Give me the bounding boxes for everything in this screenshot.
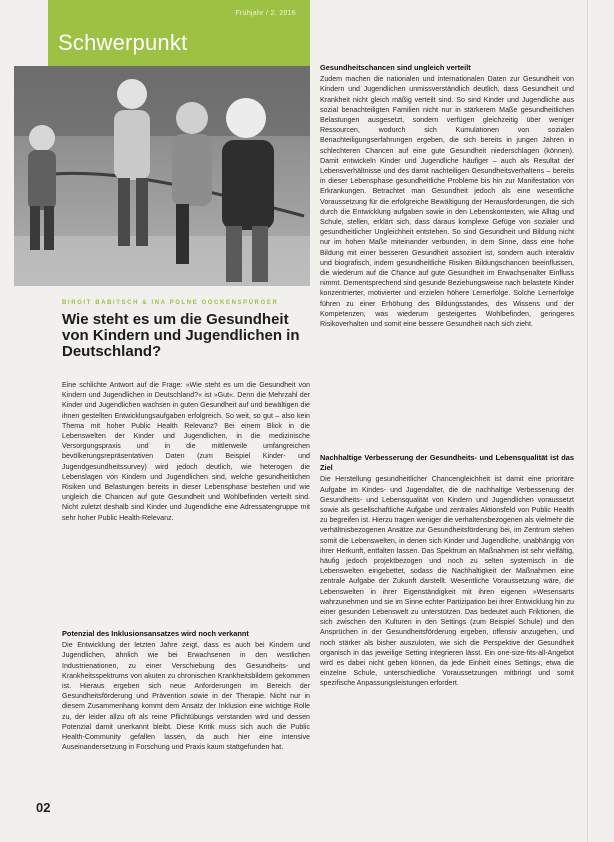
article-headline: Wie steht es um die Gesundheit von Kindern und Jugendlichen in Deutschland? [62,311,300,360]
right-column-top [320,60,574,444]
section-heading-inklusion: Potenzial des Inklusionsansatzes wird noch verkannt [62,629,249,638]
section-text-inklusion: Die Entwicklung der letzten Jahre zeigt, dass es auch bei Kindern und Jugendlichen, ähnlich wie bei Erwachsenen in den westlichen Industrienationen, zu einer Verschiebung des Gesundheits- und Krankheitsspektrums von akuten zu chronischen Krankheitsbildern gekommen ist. Hieraus ergeben sich neue Anforderungen im Bereich der Gesundheitsförderung und Prävention sowie in der Therapie. Nicht nur in diesem Zusammenhang kommt dem Ansatz der Inklusion eine wichtige Rolle zu, der leider allzu oft als reine Pflichtübungs verstanden wird und dessen Potenzial damit unerkannt bleibt. Diese Kritik muss sich auch die Public Health-Community gefallen lassen, da auch hier eine intensive Auseinandersetzung in Forschung und Praxis kaum stattgefunden hat. [62,641,310,752]
issue-label: Frühjahr / 2. 2016 [235,10,296,17]
left-column-bottom [62,626,310,796]
section-text-nachhaltigkeit: Die Herstellung gesundheitlicher Chancengleichheit ist damit eine prioritäre Aufgabe im Kindes- und Jugendalter, die die nachhaltige Verbesserung der Gesundheits- und Lebensqualität von Kindern und Jugendlichen voraussetzt sowie als gesellschaftliche Aufgabe und zentrales Aktionsfeld von Public Health zu begreifen ist. Hierzu tragen weniger die verhaltensbezogenen als vielmehr die verhältnisbezogenen Ansätze zur Gesundheitsförderung bei, im Zentrum stehen somit die Lebenswelten, in denen sich Kinder und Jugendliche, unabhängig von ihrer Herkunft, entfalten lassen. Das Spektrum an Maßnahmen ist sehr vielfältig, häufig jedoch projektbezogen und noch zu selten systemisch in die Lebenswelten eingebettet, sodass die Nachhaltigkeit der Maßnahmen eine zentrale Aufgabe der Zukunft darstellt. Wesentliche Voraussetzung wäre, die Lebenswelten in ihrer Eigenständigkeit mit ihren eigenen »Wesensarts wahrzunehmen und sie im Sinne echter Partizipation bei ihrer Entwicklung hin zu einer gesunden Lebenswelt zu unterstützen. Das bedeutet auch Friktionen, die sich zwischen den Kulturen in den Settings (zum Beispiel Schule) und den Ansprüchen in der Gesundheitsförderung ergeben, offensiv anzugehen, und noch stärker als bisher auszuloten, wie sich die Perspektive der Gesundheit organisch in das jeweilige Setting integrieren lässt. Ein one-size-fits-all-Angebot wird es dabei nicht geben können, da jede Einheit eines Settings, etwa die einzelne Schule, unterschiedliche Voraussetzungen mitbringt und somit spezifische Anpassungsleistungen erfordert. [320,475,574,688]
right-column-bottom [320,450,574,810]
article-authors: BIRGIT BABITSCH & INA POLNE GOCKENSPÜRGER [62,300,279,306]
children-tug-of-war-photo [14,66,310,286]
page-edge-divider [587,0,588,842]
section-header-band [48,0,310,66]
left-column-top [62,380,310,612]
intro-paragraph: Eine schlichte Antwort auf die Frage: »Wie steht es um die Gesundheit von Kindern und Jugendlichen in Deutschland?« ist »Gut«. Denn die Mehrzahl der Kinder und Jugendlichen wachsen in guten Gesundheit auf und bewältigen die ihnen gestellten Entwicklungsaufgaben erfolgreich. So weit, so gut – also kein Thema mit hoher Public Health Relevanz? Bei einem Blick in die Lebenswelten der Kinder und Jugendlichen, in die medizinische Versorgungspraxis und in die mittlerweile umfangreichen bevölkerungsrepräsentativen Daten (zum Beispiel Kinder- und Jugendgesundheitssurvey) wird jedoch deutlich, wie heterogen die Lebenslagen von Kindern und Jugendlichen sind, welche gesundheitlichen Risiken und Belastungen bereits in dieser Lebensphase bestehen und wie ungleich die Chancen auf gute Gesundheit und Wohlbefinden verteilt sind. Nicht zuletzt deshalb sind Kinder und Jugendliche eine Adressatengruppe mit sehr hoher Public Health-Relevanz. [62,381,310,522]
section-title: Schwerpunkt [58,30,188,55]
page-number: 02 [36,800,51,815]
section-text-chancen: Zudem machen die nationalen und internationalen Daten zur Gesundheit von Kindern und Jugendlichen unmissverständlich deutlich, dass Gesundheit und Krankheit nicht gleich mäßig verteilt sind. So sind Kinder und Jugendliche aus sozial benachteiligten Familien nicht nur in stärkerem Maße gesundheitlichen Belastungen ausgesetzt, sondern verfügen gleichzeitig über weniger Ressourcen, wodurch sich Kumulationen von sozialen Benachteiligungserfahrungen ergeben, die sich bereits in jungen Jahren in schlechteren Chancen auf eine gute Gesundheit niederschlagen (können). Damit entwickeln Kinder und Jugendliche häufiger – auch als Resultat der Lebensverhältnisse und des damit nachteiligen Gesundheitsverhaltens – bereits in dieser Lebensphase gesundheitliche Probleme bis hin zur Manifestation von Erkrankungen. Betrachtet man Gesundheit jedoch als eine wesentliche Voraussetzung für die erfolgreiche Bewältigung der Herausforderungen, die sich durch die Entwicklung aufgaben sowie in den Lebenskontexten, wie Alltag und Schule, stellen, erklärt sich, dass daraus komplexe Gefüge von sozialer und gesundheitlicher Ungleichheit entstehen. So sind Gesundheit und Bildung nicht nur im hohen Maße miteinander verbunden, in dem Sinne, dass eine hohe Bildung mit einer besseren Gesundheit assoziiert ist, sondern auch interaktiv und biografisch, indem gesundheitliche Risiken Bildungschancen beeinflussen, die wiederum auf die Chance auf gute Gesundheit im Erwachsenalter Einfluss nimmt. Dementsprechend sind gesunde Beziehungsweise nach belastete Kinder konzentrierter, motivierter und erzielen höhere Lernerfolge. Solche Lernerfolge führen zu einer Erhöhung des Bildungsstandes, des Wissens und der Kompetenzen, was wiederum gesteigertes Wohlbefinden, geringeres Risikoverhalten und somit eine bessere Gesundheit nach sich zieht. [320,75,574,329]
section-heading-chancen: Gesundheitschancen sind ungleich verteilt [320,63,471,72]
section-heading-nachhaltigkeit: Nachhaltige Verbesserung der Gesundheits- und Lebensqualität ist das Ziel [320,453,574,473]
